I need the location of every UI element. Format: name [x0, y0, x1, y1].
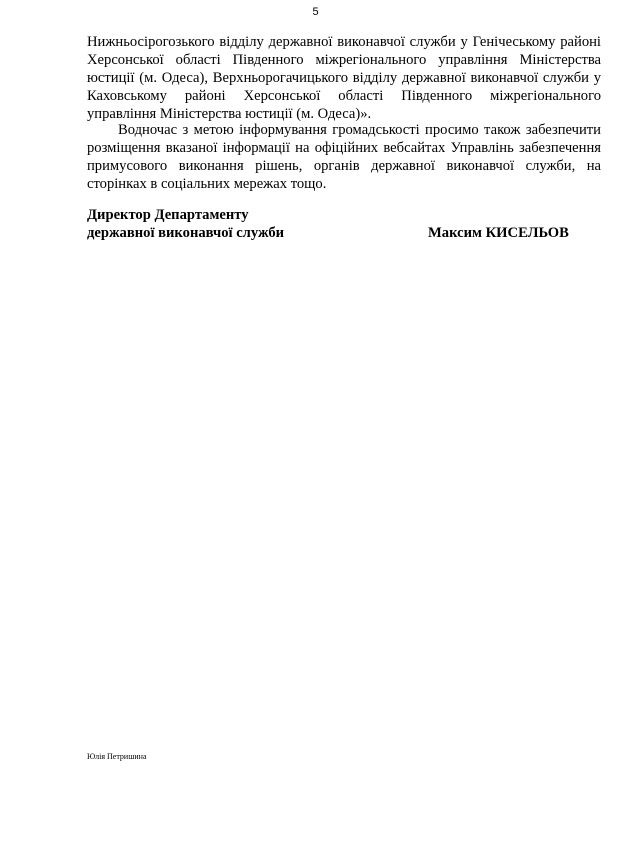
executor-name: Юлія Петришина	[87, 752, 147, 761]
signature-block	[87, 206, 601, 242]
paragraph-continuation: Нижньосірогозького відділу державної виконавчої служби у Генічеському районі Херсонської області Південного міжрегіонального управління Міністерства юстиції (м. Одеса), Верхньорогачицького відділу державної виконавчої служби у Каховському районі Херсонської області Південного міжрегіонального управління Міністерства юстиції (м. Одеса)».	[87, 34, 601, 122]
signatory-title-line2: державної виконавчої служби	[87, 225, 285, 241]
paragraph-request: Водночас з метою інформування громадськості просимо також забезпечити розміщення вказаної інформації на офіційних вебсайтах Управлінь забезпечення примусового виконання рішень, органів державної виконавчої служби, на сторінках в соціальних мережах тощо.	[87, 122, 601, 192]
signatory-name: Максим КИСЕЛЬОВ	[428, 225, 569, 241]
page-number: 5	[312, 6, 319, 18]
signatory-title-line1: Директор Департаменту	[87, 207, 249, 223]
